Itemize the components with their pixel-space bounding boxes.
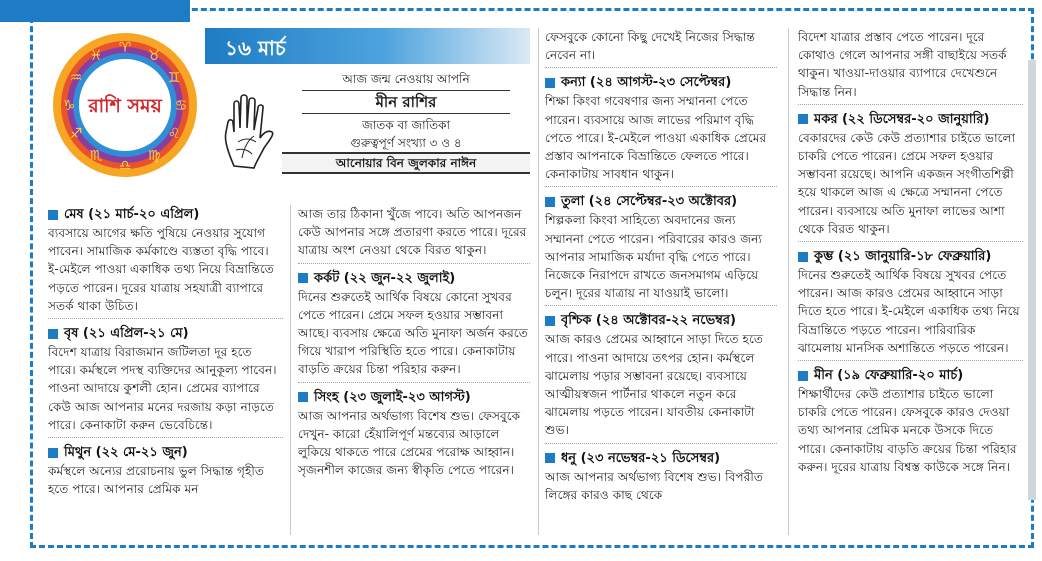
bullet-square-icon xyxy=(545,197,555,207)
intro-lucky-numbers: গুরুত্বপূর্ণ সংখ্যা ৩ ও ৪ xyxy=(350,136,462,150)
palm-hand-icon xyxy=(220,92,278,170)
svg-text:♓: ♓ xyxy=(89,48,103,64)
sign-heading: কন্যা (২৪ আগস্ট-২৩ সেপ্টেম্বর) xyxy=(545,73,777,92)
horoscope-entry xyxy=(798,110,1023,242)
horoscope-entry xyxy=(48,324,283,438)
horoscope-entry xyxy=(48,205,283,319)
svg-text:♑: ♑ xyxy=(62,98,76,114)
horoscope-entry xyxy=(545,192,777,306)
bullet-square-icon xyxy=(798,114,808,124)
horoscope-entry xyxy=(545,449,777,504)
sign-text: আজ আপনার অর্থভাগ্য বিশেষ শুভ। ফেসবুকে দেখুন- কারো হেঁয়ালিপূর্ণ মন্তব্যের আড়ালে লুকিয়ে থাকতে পারে প্রেমের পরোক্ষ আহ্বান। সৃজনশীল কাজের জন্য স্বীকৃতি পেতে পারেন। xyxy=(298,408,521,478)
svg-text:♋: ♋ xyxy=(174,98,188,114)
sign-text: বেকারদের কেউ কেউ প্রত্যাশার চাইতে ভালো চাকরি পেতে পারেন। প্রেমে সফল হওয়ার সম্ভাবনা রয়েছে। আপনি একজন সংগীতশিল্পী হয়ে থাকলে আজ এ ক্ষেত্রে সম্মাননা পেতে পারেন। ব্যবসায়ে অতি মুনাফা লাভের আশা থেকে বিরত থাকুন। xyxy=(798,130,1016,236)
sign-text: দিনের শুরুতেই আর্থিক বিষয়ে কোনো সুখবর পেতে পারেন। প্রেমে সফল হওয়ার সম্ভাবনা আছে। ব্যবসায় ক্ষেত্রে অতি মুনাফা অর্জন করতে গিয়ে খারাপ পরিস্থিতি হতে পারে। কেনাকাটায় বাড়তি ক্রয়ের চিন্তা পরিহার করুন। xyxy=(298,289,528,377)
sign-text: শিক্ষার্থীদের কেউ প্রত্যাশার চাইতে ভালো চাকরি পেতে পারেন। ফেসবুকে কারও দেওয়া তথ্য আপনার প্রেমিক মনকে উসকে দিতে পারে। কেনাকাটায় বাড়তি ক্রয়ের চিন্তা পরিহার করুন। দূরের যাত্রায় বিশ্বস্ত কাউকে সঙ্গে নিন। xyxy=(798,387,1017,474)
horoscope-entry xyxy=(545,73,777,187)
sign-text: ফেসবুকে কোনো কিছু দেখেই নিজের সিদ্ধান্ত নেবেন না। xyxy=(545,30,755,63)
column-divider xyxy=(538,28,539,535)
sign-text: কর্মস্থলে অন্যের প্ররোচনায় ভুল সিদ্ধান্ত গৃহীত হতে পারে। আপনার প্রেমিক মন xyxy=(48,464,265,497)
bullet-square-icon xyxy=(545,78,555,88)
sign-heading: বৃষ (২১ এপ্রিল-২১ মে) xyxy=(48,324,283,343)
svg-text:♈: ♈ xyxy=(118,40,132,56)
bullet-square-icon xyxy=(798,252,808,262)
horoscope-entry xyxy=(298,269,530,383)
zodiac-wheel-logo xyxy=(50,30,200,180)
horoscope-entry xyxy=(798,366,1023,476)
bullet-square-icon xyxy=(48,448,58,458)
right-edge-strip xyxy=(1028,60,1036,500)
horoscope-entry xyxy=(48,443,283,498)
column-3 xyxy=(545,28,777,509)
horoscope-entry xyxy=(298,388,530,480)
sign-heading: মেষ (২১ মার্চ-২০ এপ্রিল) xyxy=(48,205,283,224)
svg-text:♒: ♒ xyxy=(69,70,83,86)
bullet-square-icon xyxy=(798,371,808,381)
sign-heading: সিংহ (২৩ জুলাই-২৩ আগস্ট) xyxy=(298,388,530,407)
horoscope-entry-continued xyxy=(545,28,777,68)
sign-text: শিক্ষা কিংবা গবেষণার জন্য সম্মাননা পেতে পারেন। ব্যবসায়ে আজ লাভের পরিমাণ বৃদ্ধি পেতে পারে। ই-মেইলে পাওয়া একাধিক প্রেমের প্রস্তাব আপনাকে বিভ্রান্তিতে ফেলতে পারে। কেনাকাটায় সাবধান থাকুন। xyxy=(545,94,767,182)
column-1 xyxy=(48,205,283,503)
column-divider xyxy=(290,205,291,535)
sign-text: দিনের শুরুতেই আর্থিক বিষয়ে সুখবর পেতে পারেন। আজ কারও প্রেমের আহ্বানে সাড়া দিতে হতে পারে। ই-মেইলে একাধিক তথ্য নিয়ে বিভ্রান্তিতে পড়তে পারেন। পারিবারিক ঝামেলায় মানসিক অশান্তিতে পড়তে পারেন। xyxy=(798,268,1020,355)
horoscope-entry-continued xyxy=(798,28,1023,105)
svg-text:♉: ♉ xyxy=(147,48,161,64)
bullet-square-icon xyxy=(545,316,555,326)
svg-text:♍: ♍ xyxy=(147,148,161,164)
sign-heading: মিথুন (২২ মে-২১ জুন) xyxy=(48,443,283,462)
horoscope-entry xyxy=(545,311,777,443)
svg-text:♏: ♏ xyxy=(89,148,103,164)
sign-text: আজ তার ঠিকানা খুঁজে পাবে। অতি আপনজন কেউ আপনার সঙ্গে প্রতারণা করতে পারে। দূরের যাত্রায় অংশ নেওয়া থেকে বিরত থাকুন। xyxy=(298,207,527,258)
sign-text: আজ কারও প্রেমের আহ্বানে সাড়া দিতে হতে পারে। পাওনা আদায়ে তৎপর হোন। কর্মস্থলে ঝামেলায় পড়ার সম্ভাবনা রয়েছে। ব্যবসায়ে আত্মীয়স্বজন পার্টনার থাকলে নতুন করে ঝামেলায় পড়তে পারেন। যাবতীয় কেনাকাটা শুভ। xyxy=(545,332,764,438)
sign-text: শিল্পকলা কিংবা সাহিত্যে অবদানের জন্য সম্মাননা পেতে পারেন। পরিবারের কারও জন্য আপনার সামাজিক মর্যাদা বৃদ্ধি পেতে পারে। নিজেকে নিরাপদে রাখতে জনসমাগম এড়িয়ে চলুন। দূরের যাত্রায় না যাওয়াই ভালো। xyxy=(545,213,762,301)
sign-heading: মকর (২২ ডিসেম্বর-২০ জানুয়ারি) xyxy=(798,110,1023,129)
sign-text: বিদেশ যাত্রায় বিরাজমান জটিলতা দূর হতে পারে। কর্মস্থলে পদস্থ ব্যক্তিদের আনুকূল্য পাবেন। পাওনা আদায়ে কুশলী হোন। প্রেমের ব্যাপারে কেউ আজ আপনার মনের দরজায় কড়া নাড়তে পারে। কেনাকাটা করুন ভেবেচিন্তে। xyxy=(48,345,277,432)
bullet-square-icon xyxy=(298,392,308,402)
bullet-square-icon xyxy=(48,210,58,220)
svg-text:♊: ♊ xyxy=(167,70,181,86)
sign-heading: ধনু (২৩ নভেম্বর-২১ ডিসেম্বর) xyxy=(545,449,777,468)
birthday-intro xyxy=(282,70,530,152)
sign-text: বিদেশ যাত্রার প্রস্তাব পেতে পারেন। দূরে কোথাও গেলে আপনার সঙ্গী বাছাইয়ে সতর্ক থাকুন। খাওয়া-দাওয়ার ব্যাপারে দেখেশুনে সিদ্ধান্ত নিন। xyxy=(798,30,1007,99)
column-4 xyxy=(798,28,1023,481)
bullet-square-icon xyxy=(298,273,308,283)
date-label: ১৬ মার্চ xyxy=(225,36,286,60)
author-byline: আনোয়ার বিন জুলকার নাঈন xyxy=(282,152,530,174)
bullet-square-icon xyxy=(545,453,555,463)
column-divider xyxy=(788,28,789,535)
bullet-square-icon xyxy=(48,329,58,339)
corner-decoration xyxy=(0,0,190,22)
horoscope-entry-continued xyxy=(298,205,530,264)
intro-sign: মীন রাশির xyxy=(302,90,510,114)
svg-text:♎: ♎ xyxy=(118,158,132,174)
horoscope-entry xyxy=(798,247,1023,361)
svg-text:♐: ♐ xyxy=(69,126,83,142)
logo-text: রাশি সময় xyxy=(88,95,162,117)
sign-text: আজ আপনার অর্থভাগ্য বিশেষ শুভ। বিপরীত লিঙ্গের কারও কাছ থেকে xyxy=(545,469,763,502)
sign-text: ব্যবসায়ে আগের ক্ষতি পুষিয়ে নেওয়ার সুযোগ পাবেন। সামাজিক কর্মকাণ্ডে ব্যস্ততা বৃদ্ধি পাবে। ই-মেইলে পাওয়া একাধিক তথ্য নিয়ে বিভ্রান্তিতে পড়তে পারেন। দূরের যাত্রায় সহযাত্রী ব্যাপারে সতর্ক থাকা উচিত। xyxy=(48,226,274,313)
sign-heading: কর্কট (২২ জুন-২২ জুলাই) xyxy=(298,269,530,288)
sign-heading: কুম্ভ (২১ জানুয়ারি-১৮ ফেব্রুয়ারি) xyxy=(798,247,1023,266)
intro-line: আজ জন্ম নেওয়ায় আপনি xyxy=(342,72,470,86)
sign-heading: তুলা (২৪ সেপ্টেম্বর-২৩ অক্টোবর) xyxy=(545,192,777,211)
sign-heading: বৃশ্চিক (২৪ অক্টোবর-২২ নভেম্বর) xyxy=(545,311,777,330)
column-2 xyxy=(298,205,530,484)
svg-text:♌: ♌ xyxy=(167,126,181,142)
intro-line: জাতক বা জাতিকা xyxy=(362,118,450,132)
sign-heading: মীন (১৯ ফেব্রুয়ারি-২০ মার্চ) xyxy=(798,366,1023,385)
